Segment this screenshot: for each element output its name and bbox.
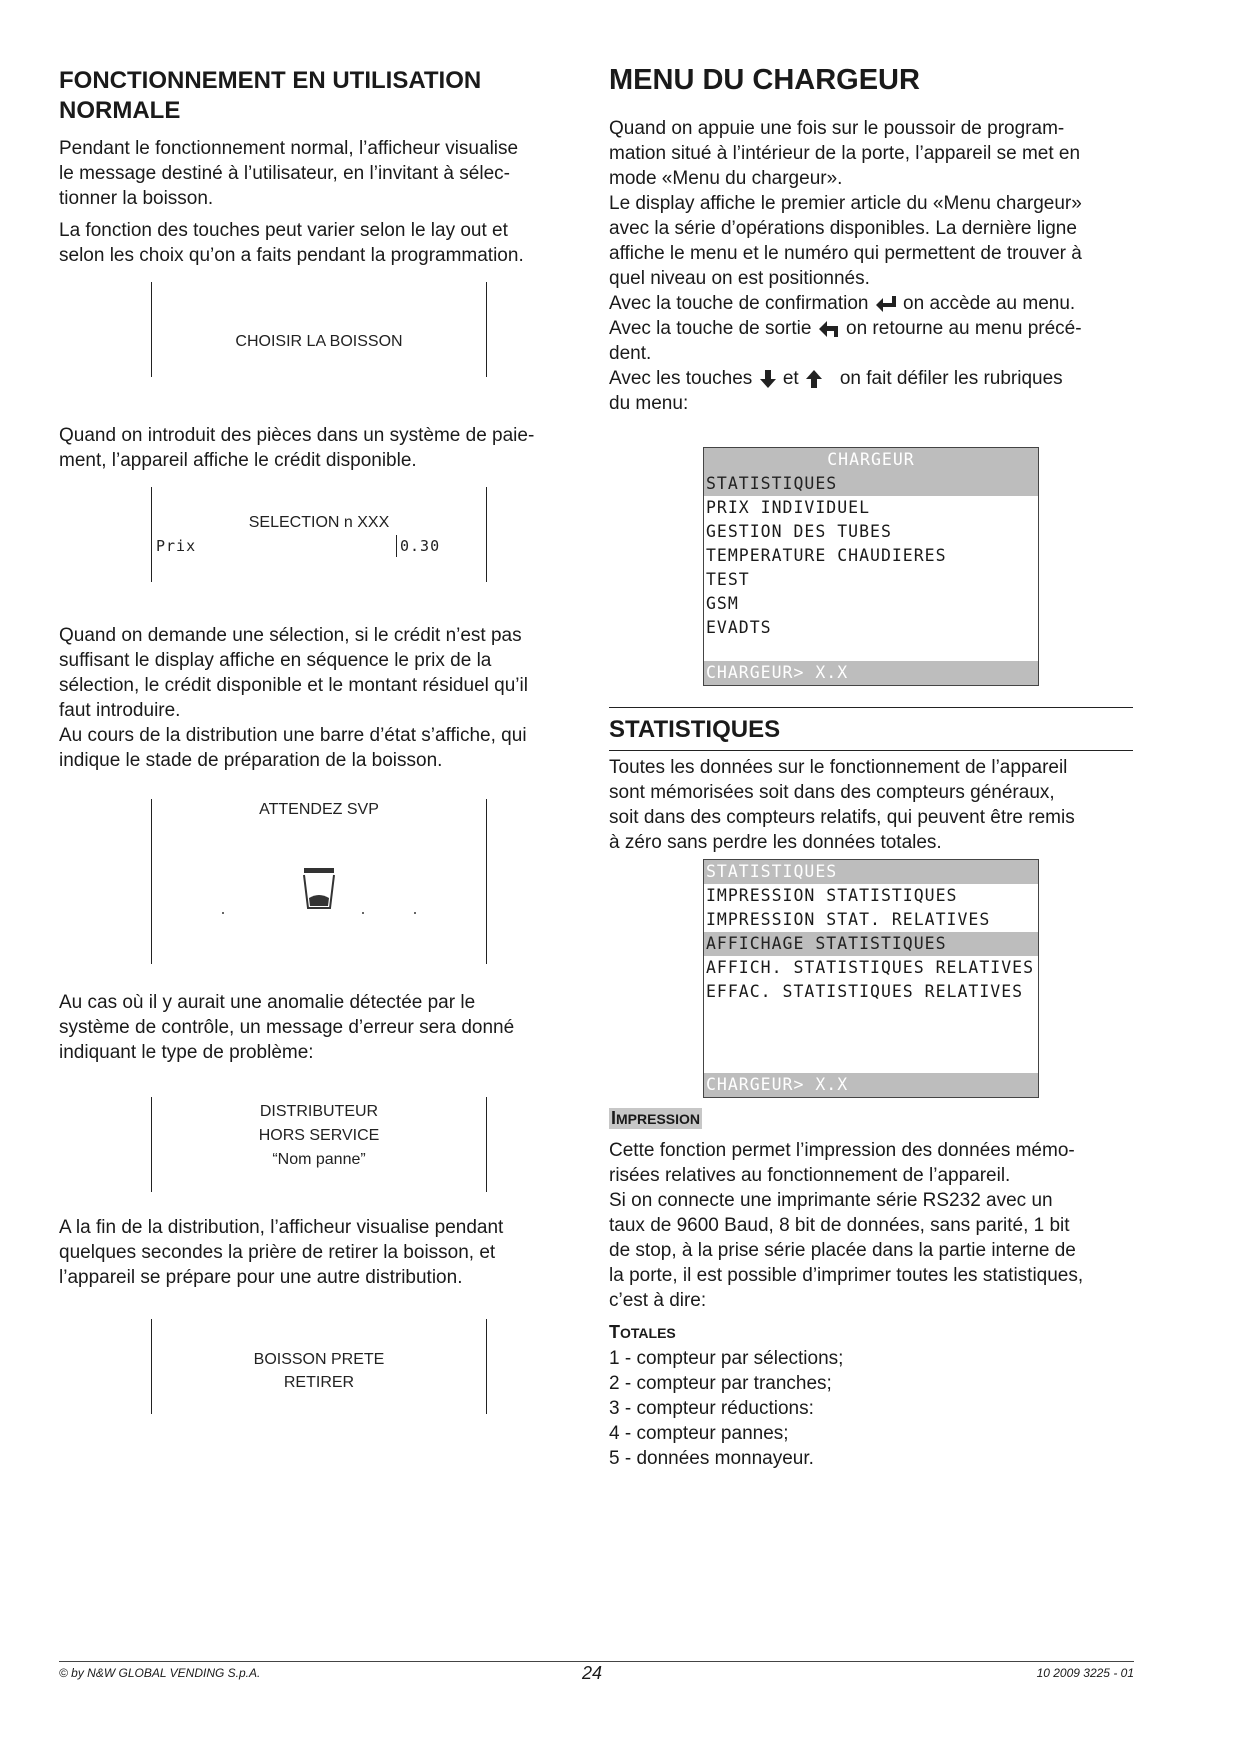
arrow-up-icon: [804, 369, 824, 389]
price-label: Prix: [156, 537, 197, 555]
display-selection-credit: [151, 487, 487, 582]
progress-dot: [362, 912, 364, 914]
menu-item[interactable]: AFFICH. STATISTIQUES RELATIVES: [706, 958, 1035, 977]
display-out-of-service: [151, 1097, 487, 1192]
list-item: 5 - données monnayeur.: [609, 1448, 814, 1469]
display-text: DISTRIBUTEUR: [259, 1103, 379, 1120]
display-text: HORS SERVICE: [258, 1127, 380, 1144]
subheading-totales: TOTALES: [609, 1322, 676, 1342]
menu-item[interactable]: EVADTS: [706, 618, 772, 637]
display-please-wait: [151, 799, 487, 964]
display-text: “Nom panne”: [272, 1151, 366, 1168]
section-heading: FONCTIONNEMENT EN UTILISATION NORMALE: [59, 67, 482, 124]
display-text: ATTENDEZ SVP: [259, 801, 379, 818]
footer-copyright: © by N&W GLOBAL VENDING S.p.A.: [59, 1666, 261, 1680]
menu-item[interactable]: AFFICHAGE STATISTIQUES: [704, 932, 1038, 956]
menu-item[interactable]: TEMPERATURE CHAUDIERES: [706, 546, 947, 565]
subheading-impression: IMPRESSION: [611, 1108, 701, 1128]
price-value: 0.30: [400, 537, 441, 555]
menu-footer: CHARGEUR> X.X: [704, 661, 1038, 685]
menu-item[interactable]: GESTION DES TUBES: [706, 522, 892, 541]
cup-icon: [294, 866, 344, 914]
paragraph: Au cas où il y aurait une anomalie détectée par le système de contrôle, un message d’erreur sera donné indiquant le type de problème:: [59, 992, 515, 1063]
paragraph: Toutes les données sur le fonctionnement de l’appareil sont mémorisées soit dans des compteurs généraux, soit dans des compteurs relatifs, qui peuvent être remis à zéro sans perdre les données totales.: [609, 757, 1075, 853]
divider: [609, 707, 1133, 708]
list-item: 1 - compteur par sélections;: [609, 1348, 844, 1369]
list: [609, 1346, 1129, 1471]
menu-title: STATISTIQUES: [704, 860, 1038, 884]
paragraph: Pendant le fonctionnement normal, l’afficheur visualise le message destiné à l’utilisateur, en l’invitant à sélec- tionner la boisson.: [59, 138, 519, 209]
display-text: RETIRER: [283, 1374, 355, 1391]
list-item: 3 - compteur réductions:: [609, 1398, 814, 1419]
back-arrow-icon: [817, 319, 841, 339]
display-text: BOISSON PRETE: [253, 1351, 385, 1368]
paragraph: A la fin de la distribution, l’afficheur visualise pendant quelques secondes la prière de retirer la boisson, et l’appareil se prépare pour une autre distribution.: [59, 1217, 504, 1288]
page-title: MENU DU CHARGEUR: [609, 64, 920, 96]
display-choose-drink: [151, 282, 487, 377]
display-text: SELECTION n XXX: [248, 514, 390, 531]
menu-item[interactable]: PRIX INDIVIDUEL: [706, 498, 871, 517]
progress-dot: [414, 912, 416, 914]
menu-item[interactable]: STATISTIQUES: [704, 472, 1038, 496]
footer-rule: [59, 1661, 1134, 1662]
menu-title: CHARGEUR: [704, 448, 1038, 472]
menu-item[interactable]: GSM: [706, 594, 739, 613]
divider: [609, 750, 1133, 751]
display-text: CHOISIR LA BOISSON: [235, 333, 403, 350]
paragraph: Quand on introduit des pièces dans un système de paie- ment, l’appareil affiche le crédit disponible.: [59, 425, 535, 471]
cursor-divider: [396, 535, 397, 557]
display-drink-ready: [151, 1319, 487, 1414]
arrow-down-icon: [758, 369, 778, 389]
menu-item[interactable]: EFFAC. STATISTIQUES RELATIVES: [706, 982, 1024, 1001]
menu-statistiques-display: [703, 859, 1039, 1098]
menu-item[interactable]: IMPRESSION STAT. RELATIVES: [706, 910, 991, 929]
list-item: 4 - compteur pannes;: [609, 1423, 789, 1444]
enter-key-icon: [874, 294, 898, 314]
paragraph: Quand on appuie une fois sur le poussoir de program- mation situé à l’intérieur de la porte, l’appareil se met en mode «Menu du chargeur». Le display affiche le premier article du «Menu chargeur» avec la série d’opérations disponibles. La dernière ligne affiche le menu et le numéro qui permettent de trouver à quel niveau on est positionnés. Avec la touche de confirmation on accède au menu. Avec la touche de sortie on retourne au menu précé- dent. Avec les touches et on fait défiler les rubriques du menu:: [609, 118, 1082, 414]
section-heading: STATISTIQUES: [609, 716, 781, 743]
list-item: 2 - compteur par tranches;: [609, 1373, 832, 1394]
menu-item[interactable]: TEST: [706, 570, 750, 589]
footer-docref: 10 2009 3225 - 01: [1036, 1666, 1134, 1680]
paragraph: Quand on demande une sélection, si le crédit n’est pas suffisant le display affiche en séquence le prix de la sélection, le crédit disponible et le montant résiduel qu’il faut introduire. Au cours de la distribution une barre d’état s’affiche, qui indique le stade de préparation de la boisson.: [59, 625, 528, 771]
paragraph: La fonction des touches peut varier selon le lay out et selon les choix qu’on a faits pendant la programmation.: [59, 220, 524, 266]
menu-footer: CHARGEUR> X.X: [704, 1073, 1038, 1097]
page-number: 24: [582, 1663, 603, 1683]
paragraph: Cette fonction permet l’impression des données mémo- risées relatives au fonctionnement de l’appareil. Si on connecte une imprimante série RS232 avec un taux de 9600 Baud, 8 bit de données, sans parité, 1 bit de stop, à la prise série placée dans la partie interne de la porte, il est possible d’imprimer toutes les statistiques, c’est à dire:: [609, 1140, 1084, 1311]
menu-item[interactable]: IMPRESSION STATISTIQUES: [706, 886, 958, 905]
progress-dot: [222, 912, 224, 914]
menu-chargeur-display: [703, 447, 1039, 686]
